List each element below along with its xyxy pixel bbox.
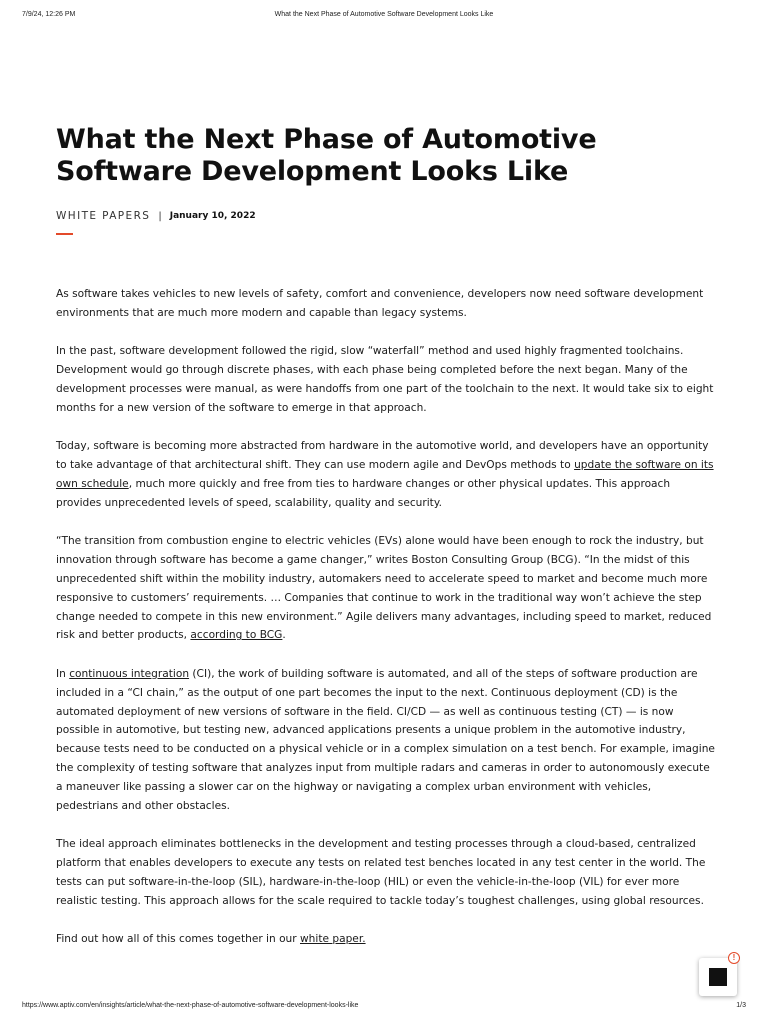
chat-widget-button[interactable] <box>699 953 737 996</box>
print-header <box>0 11 768 23</box>
meta-separator: | <box>158 210 162 222</box>
print-footer <box>0 1002 768 1014</box>
category-link[interactable]: WHITE PAPERS <box>56 210 151 222</box>
paragraph-bcg-quote <box>56 532 716 645</box>
according-to-bcg-link[interactable]: according to BCG <box>190 629 283 642</box>
article-meta <box>56 209 716 223</box>
paragraph-text: In <box>56 667 70 680</box>
paragraph-text: “The transition from combustion engine to electric vehicles (EVs) alone would have been enough to rock the industry, but innovation through software has become a game changer,” writes Boston Consulting Group (BCG). “In the midst of this unprecedented shift within the mobility industry, automakers need to accelerate speed to market and become much more responsive to customers’ requirements. … Companies that continue to work in the traditional way won’t achieve the step change needed to compete in this new environment.” Agile delivers many advantages, including speed to market, reduced risk and better products, <box>56 535 712 642</box>
print-doc-title: What the Next Phase of Automotive Software Development Looks Like <box>274 11 494 18</box>
print-datetime: 7/9/24, 12:26 PM <box>22 11 76 18</box>
paragraph-text: As software takes vehicles to new levels of safety, comfort and convenience, developers now need software development environments that are much more modern and capable than legacy systems. <box>56 288 704 319</box>
paragraph-text: In the past, software development followed the rigid, slow “waterfall” method and used highly fragmented toolchains. Development would go through discrete phases, with each phase being completed before the next began. Many of the development processes were manual, as were handoffs from one part of the toolchain to the next. It would take six to eight months for a new version of the software to emerge in that approach. <box>56 345 714 414</box>
continuous-integration-link[interactable]: continuous integration <box>69 667 190 680</box>
chat-square-icon <box>709 968 727 986</box>
paragraph-text: . <box>282 629 286 642</box>
paragraph-text: Find out how all of this comes together in our <box>56 933 300 946</box>
paragraph-ideal-approach <box>56 835 716 910</box>
alert-badge-icon: ! <box>728 952 740 964</box>
paragraph-text: Today, software is becoming more abstracted from hardware in the automotive world, and developers have an opportunity to take advantage of that architectural shift. They can use modern agile and DevOps methods to <box>56 440 709 472</box>
publish-date: January 10, 2022 <box>169 211 256 221</box>
article-title: What the Next Phase of Automotive Software Development Looks Like <box>56 124 597 187</box>
paragraph-waterfall <box>56 342 716 417</box>
page-number: 1/3 <box>736 1002 746 1009</box>
page-url: https://www.aptiv.com/en/insights/article/what-the-next-phase-of-automotive-software-development-looks-like <box>22 1002 359 1009</box>
paragraph-text: , much more quickly and free from ties to hardware changes or other physical updates. This approach provides unprecedented levels of speed, scalability, quality and security. <box>56 477 671 509</box>
white-paper-link[interactable]: white paper. <box>300 933 366 946</box>
paragraph-closing <box>56 930 716 949</box>
paragraph-text: The ideal approach eliminates bottlenecks in the development and testing processes through a cloud-based, centralized platform that enables developers to execute any tests on related test benches located in any test center in the world. The tests can put software-in-the-loop (SIL), hardware-in-the-loop (HIL) or even the vehicle-in-the-loop (VIL) for ever more realistic testing. This approach allows for the scale required to tackle today’s toughest challenges, using global resources. <box>56 838 706 907</box>
paragraph-text: (CI), the work of building software is automated, and all of the steps of software production are included in a “CI chain,” as the output of one part becomes the input to the next. Continuous deployment (CD) is the automated deployment of new versions of software in the field. CI/CD — as well as continuous testing (CT) — is now possible in automotive, but testing new, advanced applications presents a unique problem in the automotive industry, because tests need to be conducted on a physical vehicle or in a complex simulation on a test bench. For example, imagine the complexity of testing software that analyzes input from multiple radars and cameras in order to autonomously execute a maneuver like passing a slower car on the highway or navigating a complex urban environment with vehicles, pedestrians and other obstacles. <box>56 667 715 812</box>
update-software-link[interactable]: update the software on its own schedule <box>56 459 714 490</box>
accent-divider <box>56 233 73 235</box>
paragraph-continuous-integration <box>56 665 716 815</box>
paragraph-intro <box>56 285 716 323</box>
article-body <box>56 285 716 949</box>
article <box>56 124 716 969</box>
paragraph-abstraction <box>56 437 716 512</box>
